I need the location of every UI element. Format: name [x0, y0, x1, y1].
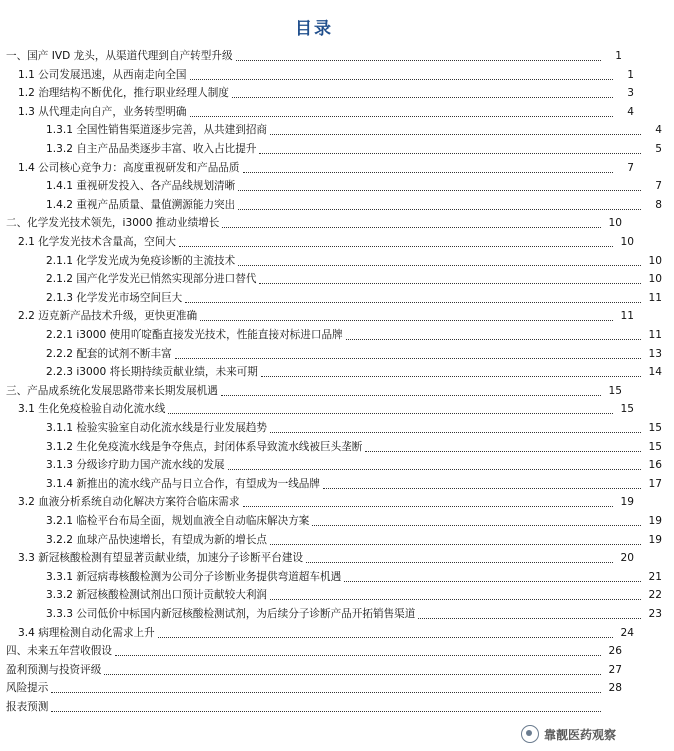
toc-entry-page: 10	[608, 217, 622, 230]
toc-entry-page: 19	[648, 533, 662, 546]
toc-dot-leader	[238, 209, 641, 210]
toc-dot-leader	[190, 116, 613, 117]
toc-entry[interactable]	[0, 178, 674, 195]
toc-dot-leader	[236, 60, 601, 61]
toc-entry-page: 4	[627, 105, 634, 118]
toc-entry-page: 14	[648, 366, 662, 379]
toc-dot-leader	[51, 692, 601, 693]
toc-entry-page: 22	[648, 589, 662, 602]
toc-entry-page: 20	[620, 552, 634, 565]
toc-entry-page: 15	[608, 384, 622, 397]
toc-dot-leader	[232, 97, 613, 98]
toc-entry-text: 四、未来五年营收假设	[6, 645, 112, 658]
toc-entry-text: 1.4 公司核心竞争力：高度重视研发和产品品质	[18, 161, 240, 174]
toc-entry[interactable]	[0, 494, 646, 511]
toc-entry-text: 3.2 血液分析系统自动化解决方案符合临床需求	[18, 496, 240, 509]
toc-entry-page: 15	[648, 440, 662, 453]
toc-entry-page: 8	[655, 198, 662, 211]
toc-entry-text: 1.3 从代理走向自产，业务转型明确	[18, 105, 187, 118]
toc-entry-text: 2.2.1 i3000 使用吖啶酯直接发光技术，性能直接对标进口品牌	[46, 329, 343, 341]
toc-entry-page: 16	[648, 459, 662, 472]
toc-entry-text: 3.3.2 新冠核酸检测试剂出口预计贡献较大利润	[46, 589, 268, 602]
toc-entry[interactable]	[0, 476, 674, 493]
toc-entry[interactable]	[0, 457, 674, 474]
toc-entry[interactable]	[0, 587, 674, 604]
toc-entry-page: 13	[648, 347, 662, 360]
toc-entry-text: 风险提示	[6, 682, 49, 695]
toc-entry[interactable]	[0, 699, 634, 716]
toc-entry-page: 4	[655, 124, 662, 137]
toc-entry-text: 2.2.3 i3000 将长期持续贡献业绩，未来可期	[46, 366, 258, 379]
toc-dot-leader	[259, 283, 641, 284]
toc-entry[interactable]	[0, 327, 674, 344]
toc-entry-text: 1.4.1 重视研发投入、各产品线规划清晰	[46, 180, 236, 193]
toc-entry[interactable]	[0, 197, 674, 214]
toc-entry[interactable]	[0, 401, 646, 418]
toc-entry-page: 19	[620, 496, 634, 509]
toc-entry-text: 三、产品成系统化发展思路带来长期发展机遇	[6, 384, 218, 397]
toc-entry[interactable]	[0, 420, 674, 437]
toc-entry[interactable]	[0, 625, 646, 642]
toc-entry[interactable]	[0, 662, 634, 679]
toc-dot-leader	[190, 79, 613, 80]
toc-dot-leader	[228, 469, 641, 470]
toc-entry[interactable]	[0, 48, 634, 65]
toc-entry[interactable]	[0, 215, 634, 232]
toc-entry[interactable]	[0, 122, 674, 139]
toc-entry-text: 1.3.1 全国性销售渠道逐步完善，从共建到招商	[46, 124, 268, 137]
toc-dot-leader	[221, 395, 601, 396]
toc-entry[interactable]	[0, 160, 646, 177]
toc-entry-text: 二、化学发光技术领先，i3000 推动业绩增长	[6, 217, 220, 230]
toc-entry-page: 1	[615, 50, 622, 62]
toc-entry[interactable]	[0, 253, 674, 270]
toc-entry-text: 2.1 化学发光技术含量高，空间大	[18, 236, 176, 248]
toc-entry-text: 1.1 公司发展迅速，从西南走向全国	[18, 68, 187, 81]
toc-dot-leader	[270, 134, 641, 135]
toc-entry-page: 10	[648, 254, 662, 267]
toc-entry-page: 7	[655, 180, 662, 193]
toc-dot-leader	[243, 172, 614, 173]
toc-entry-text: 3.1.4 新推出的流水线产品与日立合作，有望成为一线品牌	[46, 477, 320, 490]
toc-dot-leader	[158, 637, 613, 638]
toc-entry-text: 3.1.2 生化免疫流水线是争夺焦点，封闭体系导致流水线被巨头垄断	[46, 440, 363, 453]
toc-entry-page: 11	[648, 329, 662, 341]
toc-entry[interactable]	[0, 85, 646, 102]
toc-entry[interactable]	[0, 290, 674, 307]
toc-dot-leader	[323, 488, 641, 489]
toc-dot-leader	[243, 506, 614, 507]
toc-dot-leader	[259, 153, 641, 154]
toc-entry-page: 27	[608, 663, 622, 676]
toc-entry-page: 1	[627, 68, 634, 81]
toc-entry-page: 7	[627, 161, 634, 174]
toc-entry-text: 3.2.1 临检平台布局全面，规划血液全自动临床解决方案	[46, 515, 310, 527]
toc-entry-page: 15	[620, 403, 634, 416]
toc-entry-text: 1.3.2 自主产品品类逐步丰富、收入占比提升	[46, 143, 257, 155]
toc-entry-page: 11	[620, 310, 634, 323]
toc-dot-leader	[238, 265, 641, 266]
toc-entry-page: 26	[608, 645, 622, 658]
toc-entry[interactable]	[0, 104, 646, 121]
toc-entry[interactable]	[0, 234, 646, 251]
toc-dot-leader	[200, 320, 613, 321]
toc-dot-leader	[270, 599, 641, 600]
toc-entry-page: 21	[648, 570, 662, 583]
toc-dot-leader	[306, 562, 613, 563]
toc-entry-text: 2.1.3 化学发光市场空间巨大	[46, 291, 183, 304]
toc-dot-leader	[238, 190, 641, 191]
toc-entry-page: 15	[648, 422, 662, 434]
toc-dot-leader	[312, 525, 641, 526]
toc-entry-text: 3.4 病理检测自动化需求上升	[18, 626, 155, 639]
toc-entry-page: 17	[648, 477, 662, 490]
toc-entry-text: 3.1 生化免疫检验自动化流水线	[18, 403, 166, 416]
toc-entry-text: 3.1.3 分级诊疗助力国产流水线的发展	[46, 459, 225, 472]
toc-dot-leader	[261, 376, 641, 377]
toc-entry-page: 28	[608, 682, 622, 695]
toc-entry-page: 10	[620, 236, 634, 248]
toc-entry-text: 1.4.2 重视产品质量、量值溯源能力突出	[46, 198, 236, 211]
toc-entry-page: 19	[648, 515, 662, 527]
toc-dot-leader	[365, 451, 641, 452]
toc-entry[interactable]	[0, 383, 634, 400]
toc-dot-leader	[175, 358, 641, 359]
toc-entry[interactable]	[0, 513, 674, 530]
toc-dot-leader	[179, 246, 613, 247]
toc-entry-text: 盈利预测与投资评级	[6, 663, 102, 676]
toc-entry-page: 11	[648, 291, 662, 304]
toc-entry[interactable]	[0, 141, 674, 158]
toc-entry-text: 3.3.1 新冠病毒核酸检测为公司分子诊断业务提供弯道超车机遇	[46, 570, 342, 583]
toc-entry-text: 2.2.2 配套的试剂不断丰富	[46, 347, 172, 360]
toc-dot-leader	[222, 227, 601, 228]
toc-entry-text: 3.3.3 公司低价中标国内新冠核酸检测试剂，为后续分子诊断产品开拓销售渠道	[46, 608, 416, 620]
toc-entry-page: 5	[655, 143, 662, 155]
toc-dot-leader	[270, 544, 641, 545]
toc-dot-leader	[185, 302, 641, 303]
brand-name: 靠靓医药观察	[543, 727, 616, 742]
toc-entry[interactable]	[0, 569, 674, 586]
toc-entry[interactable]	[0, 346, 674, 363]
toc-entry-text: 2.2 迈克新产品技术升级，更快更准确	[18, 310, 198, 323]
toc-entry-text: 报表预测	[6, 701, 49, 713]
toc-entry[interactable]	[0, 67, 646, 84]
toc-entry[interactable]	[0, 532, 674, 549]
toc-entry-text: 3.1.1 检验实验室自动化流水线是行业发展趋势	[46, 422, 268, 434]
watermark-brand	[519, 725, 618, 743]
toc-entry[interactable]	[0, 308, 646, 325]
toc-entry[interactable]	[0, 606, 674, 623]
toc-dot-leader	[270, 432, 641, 433]
toc-entry-page: 24	[620, 626, 634, 639]
toc-entry[interactable]	[0, 550, 646, 567]
toc-dot-leader	[168, 413, 613, 414]
toc-entry-text: 3.2.2 血球产品快速增长，有望成为新的增长点	[46, 533, 268, 546]
toc-entry-text: 一、国产 IVD 龙头，从渠道代理到自产转型升级	[6, 50, 233, 62]
toc-entry-page: 23	[648, 608, 662, 620]
toc-dot-leader	[115, 655, 601, 656]
toc-entry[interactable]	[0, 364, 674, 381]
page-title: 目录	[295, 19, 333, 39]
toc-entry-text: 1.2 治理结构不断优化，推行职业经理人制度	[18, 87, 229, 100]
toc-entry[interactable]	[0, 271, 674, 288]
toc-dot-leader	[344, 581, 641, 582]
toc-entry[interactable]	[0, 680, 634, 697]
toc-dot-leader	[51, 711, 601, 712]
toc-dot-leader	[346, 339, 641, 340]
toc-entry-text: 2.1.1 化学发光成为免疫诊断的主流技术	[46, 254, 236, 267]
toc-entry-page: 10	[648, 273, 662, 286]
toc-entry[interactable]	[0, 439, 674, 456]
toc-dot-leader	[104, 674, 601, 675]
toc-entry-page: 3	[627, 87, 634, 100]
toc-entry[interactable]	[0, 643, 634, 660]
toc-entry-text: 2.1.2 国产化学发光已悄然实现部分进口替代	[46, 273, 257, 286]
toc-dot-leader	[418, 618, 641, 619]
toc-entry-text: 3.3 新冠核酸检测有望显著贡献业绩，加速分子诊断平台建设	[18, 552, 304, 565]
wechat-logo-icon	[521, 725, 539, 743]
